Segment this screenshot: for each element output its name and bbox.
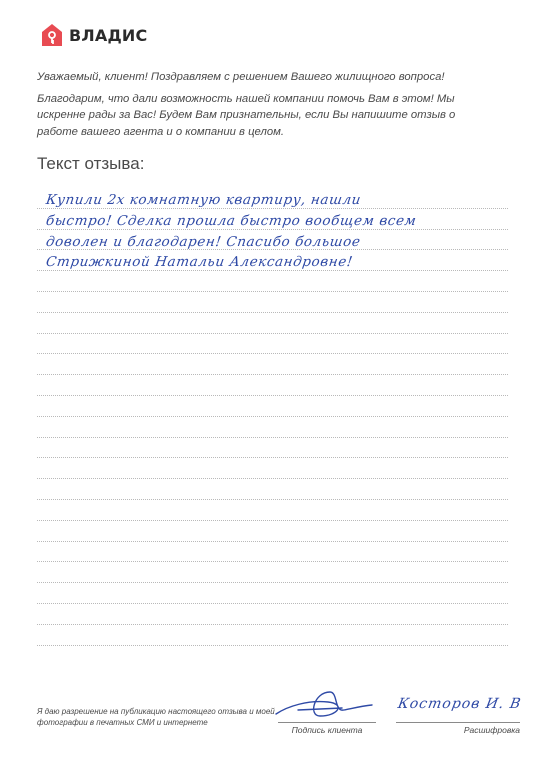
ruled-line [37,396,508,417]
name-line [396,722,520,723]
review-line: доволен и благодарен! Спасибо большое [44,233,362,250]
ruled-line [37,271,508,292]
thanks-text: Благодарим, что дали возможность нашей компании помочь Вам в этом! Мы искренне рады за Вас! Будем Вам признательны, если Вы напишите отзыв о работе вашего агента и о компании в целом. [37,92,456,138]
ruled-line [37,334,508,355]
ruled-line [37,292,508,313]
ruled-line [37,583,508,604]
ruled-line [37,375,508,396]
signature-line [278,722,376,723]
ruled-line [37,500,508,521]
consent-text: Я даю разрешение на публикацию настоящего отзыва и моей фотографии в печатных СМИ и интернете [37,707,275,727]
ruled-line [37,542,508,563]
ruled-line [37,313,508,334]
ruled-line [37,604,508,625]
review-line: Стрижкиной Натальи Александровне! [44,254,355,271]
ruled-line [37,521,508,542]
client-name-handwritten: Косторов И. В [396,696,523,712]
review-line: Купили 2х комнатную квартиру, нашли [44,192,363,208]
review-line: быстро! Сделка прошла быстро вообщем всем [44,212,418,229]
review-title: Текст отзыва: [37,154,145,173]
signature-caption: Подпись клиента [291,725,363,735]
ruled-line [37,438,508,459]
ruled-line [37,479,508,500]
ruled-line [37,458,508,479]
house-key-icon [41,23,63,47]
ruled-line [37,354,508,375]
brand-logo [41,22,147,48]
name-caption: Расшифровка [463,725,520,735]
client-signature [268,686,378,722]
ruled-line [37,562,508,583]
handwritten-review [46,190,521,273]
intro-text [37,69,477,145]
greeting-text: Уважаемый, клиент! Поздравляем с решением Вашего жилищного вопроса! [37,71,445,83]
brand-name: ВЛАДИС [69,25,148,45]
ruled-line [37,625,508,646]
ruled-line [37,417,508,438]
